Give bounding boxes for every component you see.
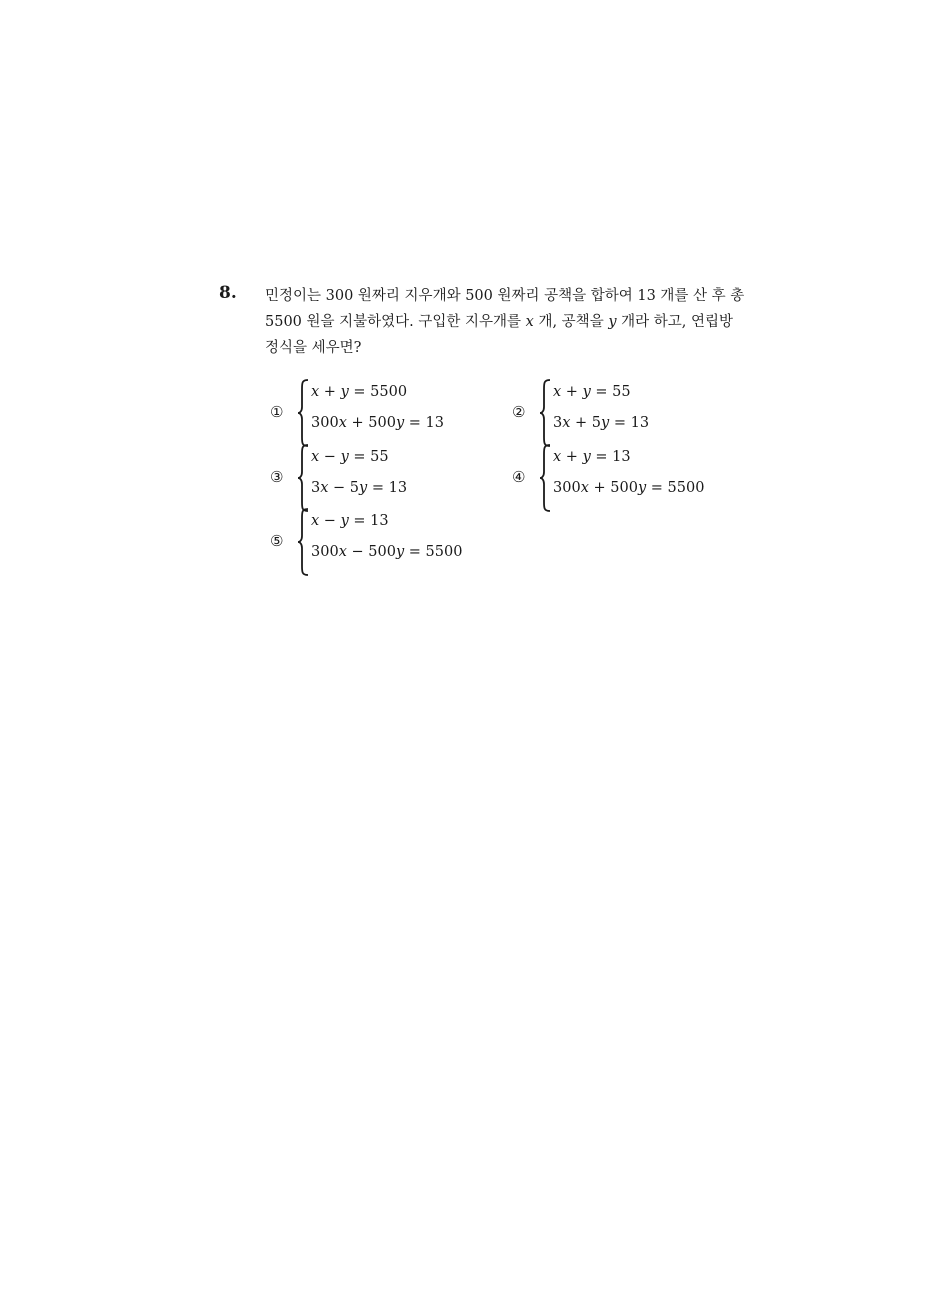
question-line-1: 민정이는 300 원짜리 지우개와 500 원짜리 공책을 합하여 13 개를 산 후 총 — [265, 288, 745, 304]
choice-4-marker: ④ — [512, 468, 526, 486]
choice-1-marker: ① — [270, 403, 284, 421]
brace-icon — [297, 444, 309, 512]
choice-2-equation-2: 3x + 5y = 13 — [553, 415, 650, 431]
choice-5-equation-2: 300x − 500y = 5500 — [311, 544, 463, 560]
variable-x: x — [525, 314, 534, 330]
choice-1-equation-1: x + y = 5500 — [311, 384, 408, 400]
question-number: 8. — [219, 283, 237, 303]
choice-3-equation-1: x − y = 55 — [311, 449, 389, 465]
brace-icon — [297, 508, 309, 576]
question-text — [265, 283, 765, 361]
choice-2-marker: ② — [512, 403, 526, 421]
brace-icon — [539, 444, 551, 512]
choice-4-equation-1: x + y = 13 — [553, 449, 631, 465]
question-line-3: 정식을 세우면? — [265, 340, 362, 356]
choice-1-equation-2: 300x + 500y = 13 — [311, 415, 445, 431]
choice-3-marker: ③ — [270, 468, 284, 486]
variable-y: y — [608, 314, 617, 330]
brace-icon — [297, 379, 309, 447]
choice-5-marker: ⑤ — [270, 532, 284, 550]
choice-5-equation-1: x − y = 13 — [311, 513, 389, 529]
choice-3-equation-2: 3x − 5y = 13 — [311, 480, 408, 496]
question-line-2-middle: 개, 공책을 — [533, 314, 609, 330]
choice-2-equation-1: x + y = 55 — [553, 384, 631, 400]
question-line-2-start: 5500 원을 지불하였다. 구입한 지우개를 — [265, 314, 526, 330]
question-line-2 — [265, 309, 765, 335]
brace-icon — [539, 379, 551, 447]
choice-4-equation-2: 300x + 500y = 5500 — [553, 480, 705, 496]
question-line-2-end: 개라 하고, 연립방 — [616, 314, 734, 330]
